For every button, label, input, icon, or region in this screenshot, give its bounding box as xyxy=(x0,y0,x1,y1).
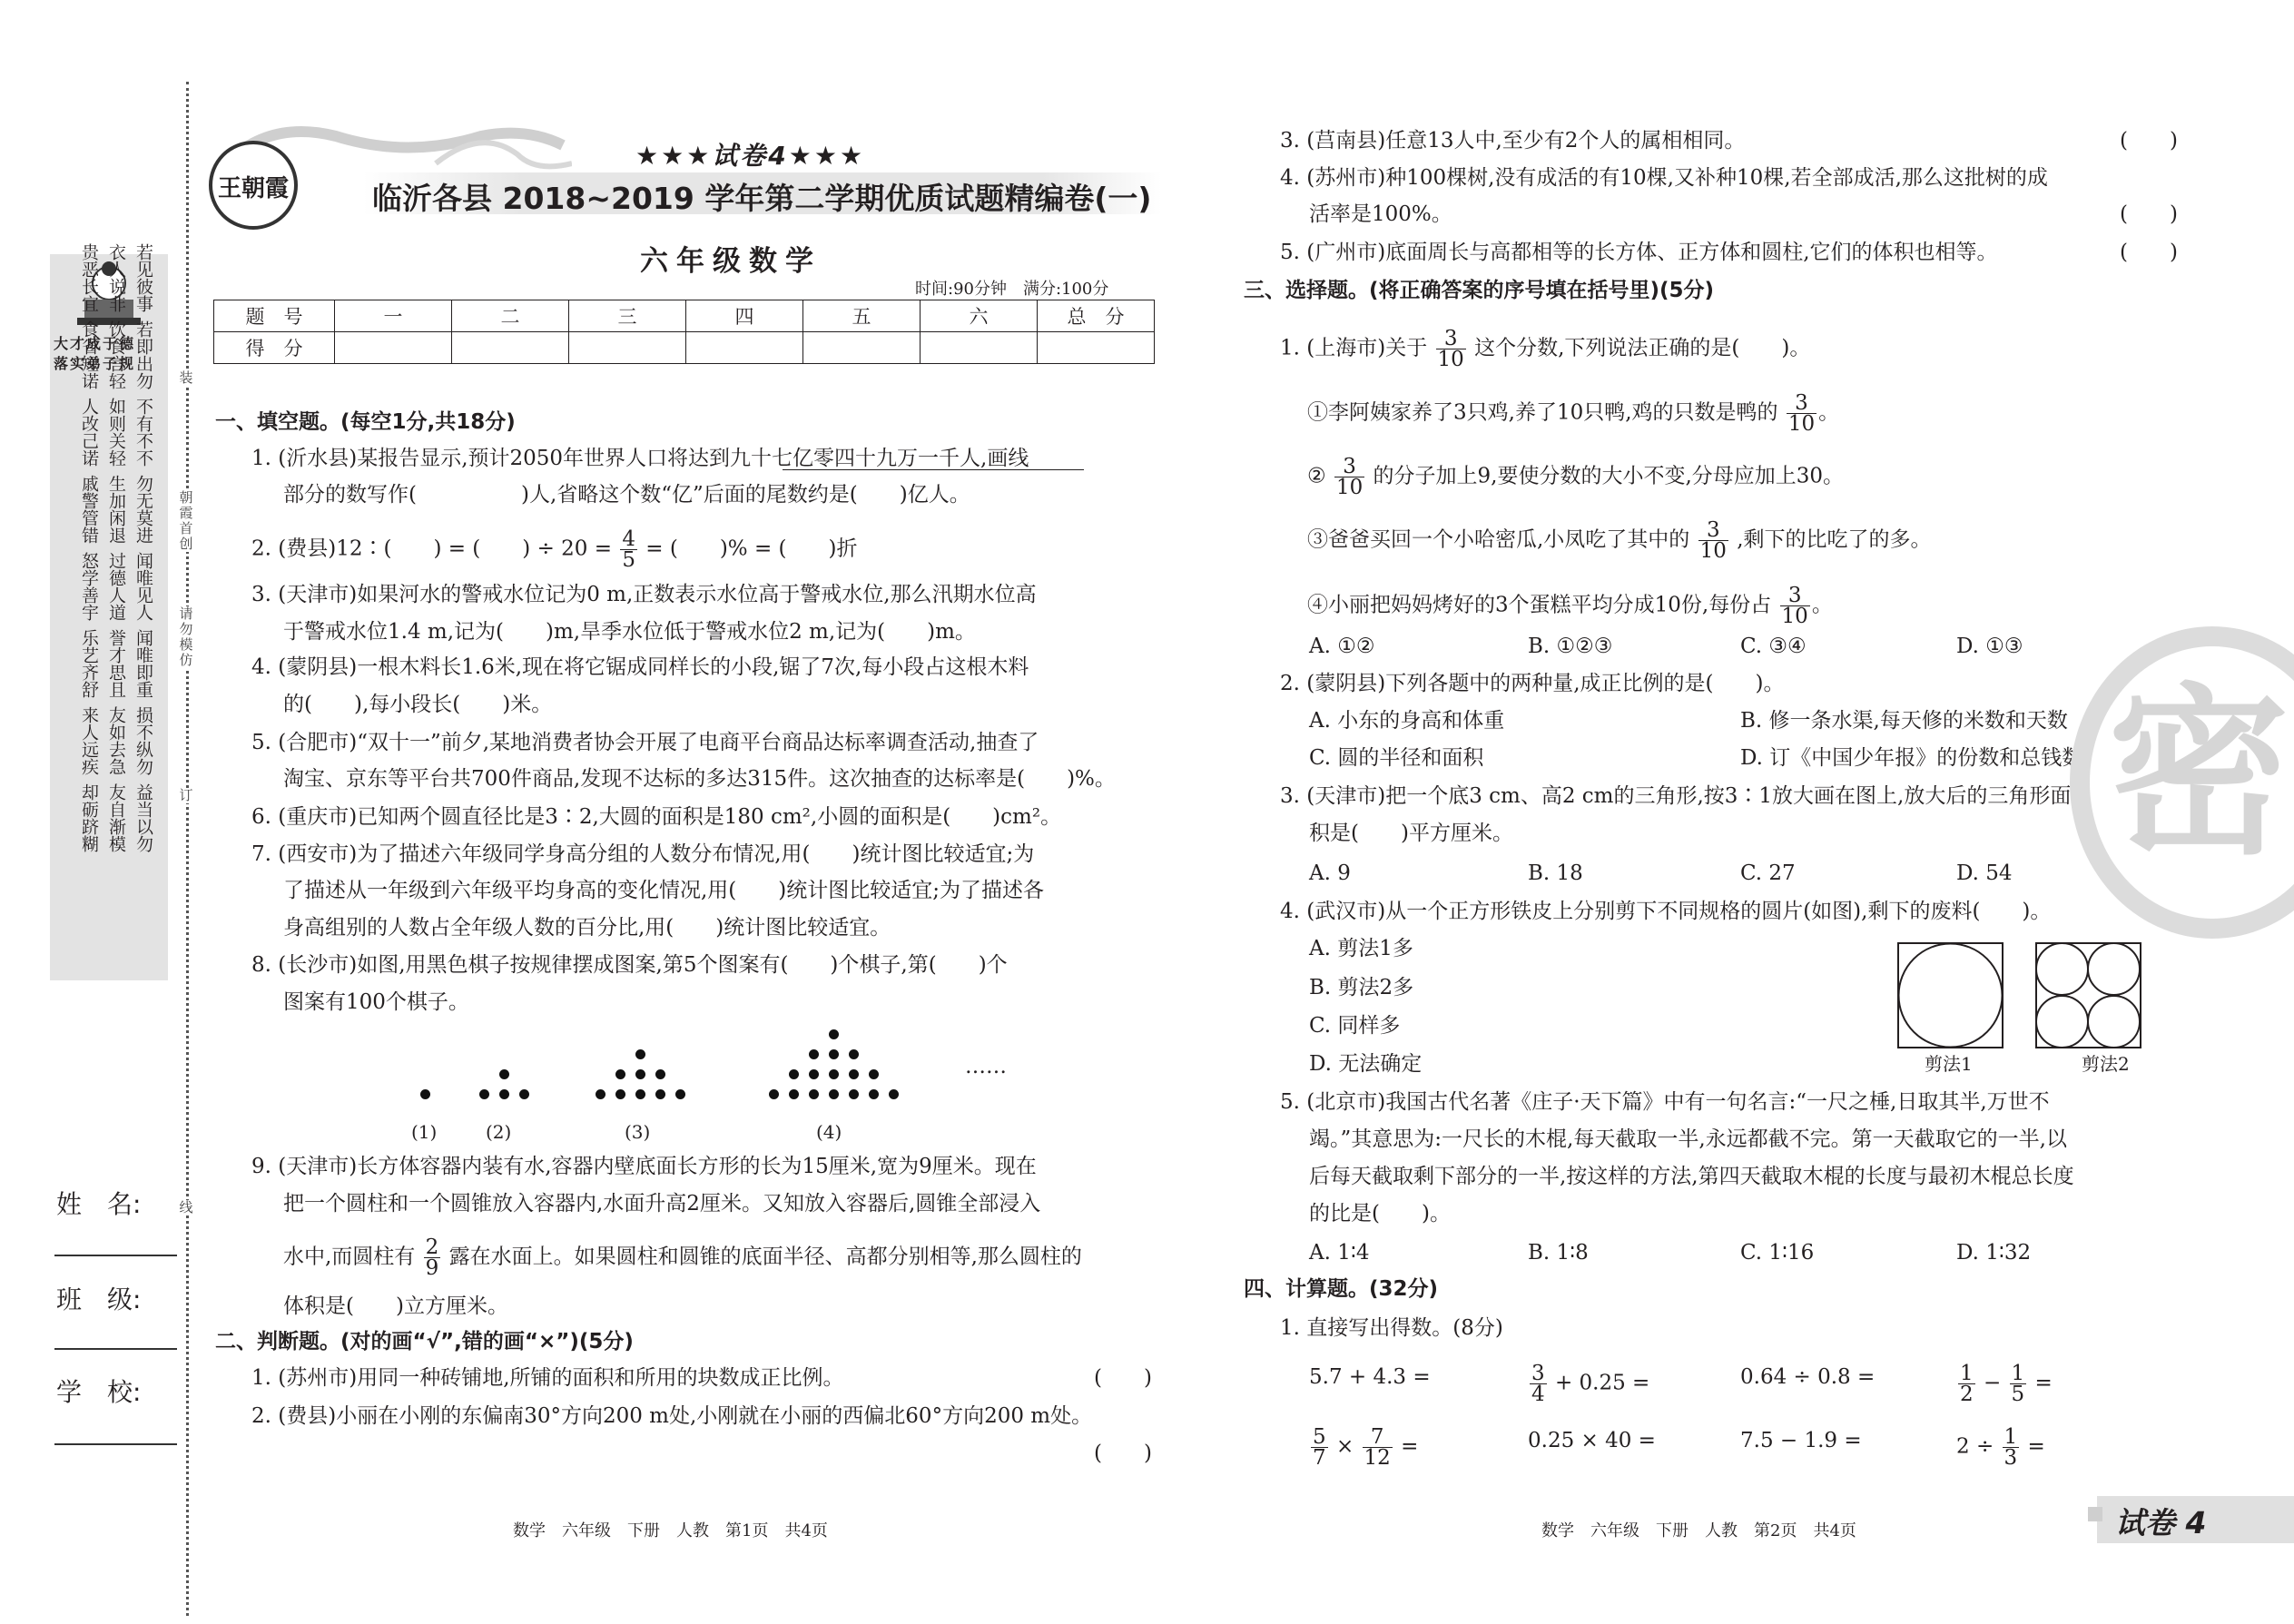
section-true-false: 二、判断题。(对的画“√”,错的画“×”)(5分) xyxy=(215,1330,634,1353)
name-label: 姓 名: xyxy=(56,1189,142,1219)
q6-line[interactable]: 6. (重庆市)已知两个圆直径比是3∶2,大圆的面积是180 cm²,小圆的面积是( )cm²。 xyxy=(251,805,1062,829)
chess-piece-dot xyxy=(420,1089,430,1099)
maxim-column: 闻唯见人 xyxy=(133,552,153,621)
pattern-label-4: (4) xyxy=(816,1121,842,1143)
chess-piece-dot xyxy=(789,1089,799,1099)
class-label: 班 级: xyxy=(56,1284,142,1314)
judge-2-answer[interactable]: ( ) xyxy=(1094,1442,1152,1465)
judge-5: 5. (广州市)底面周长与高都相等的长方体、正方体和圆柱,它们的体积也相等。 xyxy=(1280,241,1998,264)
score-header-cell: 一 xyxy=(335,300,452,332)
brand-logo: 王朝霞 xyxy=(209,141,298,230)
cut-method-1-label: 剪法1 xyxy=(1925,1053,1973,1075)
subject-title: 六年级数学 xyxy=(640,245,822,278)
score-table xyxy=(213,300,1155,364)
chess-piece-dot xyxy=(809,1049,819,1059)
q5-line1: 5. (合肥市)“双十一”前夕,某地消费者协会开展了电商平台商品达标率调查活动,抽查了 xyxy=(251,731,1039,754)
maxim-column: 生加闲退 xyxy=(106,475,126,544)
choice-2-D[interactable]: D. 订《中国少年报》的份数和总钱数 xyxy=(1740,746,2083,770)
cutting-method-figure xyxy=(1893,940,2147,1053)
chess-piece-dot xyxy=(869,1089,879,1099)
q9-line1: 9. (天津市)长方体容器内装有水,容器内壁底面长方形的长为15厘米,宽为9厘米。现在 xyxy=(251,1155,1037,1178)
chess-piece-dot xyxy=(615,1069,625,1079)
maxims-strip xyxy=(50,243,168,980)
chess-piece-dot xyxy=(789,1069,799,1079)
cut-line xyxy=(186,82,189,1616)
score-input-cell[interactable] xyxy=(452,332,569,364)
cut-label: 线 xyxy=(176,1200,196,1216)
corner-square xyxy=(2088,1507,2102,1521)
calc-8[interactable]: 2 ÷ $\frac{1}{3}$ = xyxy=(1956,1425,2045,1470)
choice-4-C[interactable]: C. 同样多 xyxy=(1309,1014,1401,1038)
choice-1-option-2: ② $\frac{3}{10}$ 的分子加上9,要使分数的大小不变,分母应加上30。 xyxy=(1307,455,1845,499)
choice-5-line2: 竭。”其意思为:一尺长的木棍,每天截取一半,永远都截不完。第一天截取它的一半,以 xyxy=(1309,1127,2067,1151)
q8-line2: 图案有100个棋子。 xyxy=(283,990,469,1014)
maxim-column: 不有不不 xyxy=(133,398,153,467)
chess-piece-dot xyxy=(829,1029,839,1039)
choice-5-D[interactable]: D. 1∶32 xyxy=(1956,1241,2032,1265)
choice-5-line3: 后每天截取剩下部分的一半,按这样的方法,第四天截取木棍的长度与最初木棍总长度 xyxy=(1309,1165,2074,1188)
choice-1-option-1: ①李阿姨家养了3只鸡,养了10只鸭,鸡的只数是鸭的 $\frac{3}{10}$ 。 xyxy=(1307,391,1840,436)
chess-piece-dot xyxy=(829,1049,839,1059)
chess-piece-dot xyxy=(849,1049,859,1059)
maxim-column: 贵恶长宜 xyxy=(79,243,99,312)
cut-label: 朝霞首创 xyxy=(176,490,196,552)
maxim-column: 过德人道 xyxy=(106,552,126,621)
maxim-column: 友如去急 xyxy=(106,706,126,775)
exam-series-label: ★★★试卷4★★★ xyxy=(635,141,866,171)
maxim-column: 如则关轻 xyxy=(106,398,126,467)
chess-piece-dot xyxy=(479,1089,489,1099)
maxim-column: 怒学善宇 xyxy=(79,552,99,621)
calc-3[interactable]: 0.64 ÷ 0.8 = xyxy=(1740,1365,1876,1389)
choice-1-D[interactable]: D. ①③ xyxy=(1956,635,2023,658)
chess-piece-dot xyxy=(809,1089,819,1099)
q4-line2[interactable]: 的( ),每小段长( )米。 xyxy=(283,693,553,716)
score-input-cell[interactable] xyxy=(686,332,803,364)
time-info: 时间:90分钟 满分:100分 xyxy=(915,280,1109,299)
cut-method-2-label: 剪法2 xyxy=(2082,1053,2130,1075)
q1-underline xyxy=(783,469,1084,470)
maxim-column: 若见彼事 xyxy=(133,243,153,312)
choice-4-B[interactable]: B. 剪法2多 xyxy=(1309,976,1414,999)
chess-piece-dot xyxy=(849,1069,859,1079)
judge-5-answer[interactable]: ( ) xyxy=(2120,241,2178,264)
section-fill-blank: 一、填空题。(每空1分,共18分) xyxy=(215,410,516,434)
section-calculation: 四、计算题。(32分) xyxy=(1244,1277,1439,1301)
maxim-column: 勿无莫进 xyxy=(133,475,153,544)
score-header-cell: 题 号 xyxy=(214,300,335,332)
chess-piece-dot xyxy=(635,1049,645,1059)
q1-line2[interactable]: 部分的数写作( )人,省略这个数“亿”后面的尾数约是( )亿人。 xyxy=(283,483,970,507)
choice-4-D[interactable]: D. 无法确定 xyxy=(1309,1052,1423,1076)
q5-line2[interactable]: 淘宝、京东等平台共700件商品,发现不达标的多达315件。这次抽查的达标率是( )%。 xyxy=(283,767,1116,791)
secret-seal-watermark: 密 xyxy=(2070,626,2294,939)
q9-line2: 把一个圆柱和一个圆锥放入容器内,水面升高2厘米。又知放入容器后,圆锥全部浸入 xyxy=(283,1192,1041,1216)
fraction-2-9: $\frac{2}{9}$ xyxy=(425,1235,439,1280)
chess-piece-dot xyxy=(675,1089,685,1099)
calc-title: 1. 直接写出得数。(8分) xyxy=(1280,1316,1503,1340)
motto: 大才成于德 xyxy=(54,335,136,352)
q3-line1: 3. (天津市)如果河水的警戒水位记为0 m,正数表示水位高于警戒水位,那么汛期水位高 xyxy=(251,583,1037,606)
calc-6[interactable]: 0.25 × 40 = xyxy=(1528,1429,1656,1452)
choice-1-B[interactable]: B. ①②③ xyxy=(1528,635,1613,658)
chess-piece-dot xyxy=(596,1089,605,1099)
q1-line1: 1. (沂水县)某报告显示,预计2050年世界人口将达到九十七亿零四十九万一千人,画线 xyxy=(251,447,1029,470)
class-line[interactable] xyxy=(54,1348,177,1350)
choice-2[interactable]: 2. (蒙阴县)下列各题中的两种量,成正比例的是( )。 xyxy=(1280,672,1785,695)
choice-4-A[interactable]: A. 剪法1多 xyxy=(1309,937,1413,960)
score-input-cell[interactable] xyxy=(921,332,1038,364)
judge-3-answer[interactable]: ( ) xyxy=(2120,129,2178,153)
choice-4[interactable]: 4. (武汉市)从一个正方形铁皮上分别剪下不同规格的圆片(如图),剩下的废料( )。 xyxy=(1280,900,2052,923)
choice-1-option-3: ③爸爸买回一个小哈密瓜,小凤吃了其中的 $\frac{3}{10}$ ,剩下的比吃了的多。 xyxy=(1307,518,1932,563)
choice-2-B[interactable]: B. 修一条水渠,每天修的米数和天数 xyxy=(1740,709,2068,733)
score-header-row xyxy=(214,300,1155,332)
q4-line1: 4. (蒙阴县)一根木料长1.6米,现在将它锯成同样长的小段,锯了7次,每小段占这根木料 xyxy=(251,655,1029,679)
school-line[interactable] xyxy=(54,1443,177,1445)
chess-piece-dot xyxy=(869,1069,879,1079)
maxim-column: 若即出勿 xyxy=(133,320,153,389)
chess-piece-dot xyxy=(655,1069,665,1079)
choice-3-A[interactable]: A. 9 xyxy=(1309,861,1351,885)
name-line[interactable] xyxy=(54,1255,177,1256)
choice-3-B[interactable]: B. 18 xyxy=(1528,861,1583,885)
choice-5-A[interactable]: A. 1∶4 xyxy=(1309,1241,1370,1265)
chess-piece-dot xyxy=(499,1089,509,1099)
score-header-cell: 四 xyxy=(686,300,803,332)
choice-5-B[interactable]: B. 1∶8 xyxy=(1528,1241,1589,1265)
chess-piece-dot xyxy=(635,1089,645,1099)
judge-3: 3. (莒南县)任意13人中,至少有2个人的属相相同。 xyxy=(1280,129,1746,153)
calc-4[interactable]: $\frac{1}{2}$ − $\frac{1}{5}$ = xyxy=(1960,1362,2053,1406)
left-page-footer: 数学 六年级 下册 人教 第1页 共4页 xyxy=(513,1521,828,1540)
chess-piece-dot xyxy=(889,1089,899,1099)
pattern-label-3: (3) xyxy=(625,1121,651,1143)
choice-1[interactable]: 1. (上海市)关于 $\frac{3}{10}$ 这个分数,下列说法正确的是( )。 xyxy=(1280,327,1811,371)
judge-2: 2. (费县)小丽在小刚的东偏南30°方向200 m处,小刚就在小丽的西偏北60°方向200 m处。 xyxy=(251,1404,1093,1428)
score-header-cell: 总 分 xyxy=(1038,300,1155,332)
choice-2-C[interactable]: C. 圆的半径和面积 xyxy=(1309,746,1484,770)
q3-line2[interactable]: 于警戒水位1.4 m,记为( )m,旱季水位低于警戒水位2 m,记为( )m。 xyxy=(283,620,976,644)
fraction-3-10: $\frac{3}{10}$ xyxy=(1437,327,1464,371)
pattern-ellipsis: …… xyxy=(965,1055,1007,1078)
score-value-row xyxy=(214,332,1155,364)
q7-line3[interactable]: 身高组别的人数占全年级人数的百分比,用( )统计图比较适宜。 xyxy=(283,916,891,940)
score-input-cell[interactable] xyxy=(1038,332,1155,364)
choice-5-line1: 5. (北京市)我国古代名著《庄子·天下篇》中有一句名言:“一尺之棰,日取其半,万世不 xyxy=(1280,1090,2050,1114)
score-header-cell: 三 xyxy=(569,300,686,332)
score-header-cell: 六 xyxy=(921,300,1038,332)
judge-4-line2: 活率是100%。 xyxy=(1309,202,1452,226)
chess-piece-dot xyxy=(635,1069,645,1079)
chess-piece-dot xyxy=(829,1089,839,1099)
score-header-cell: 五 xyxy=(803,300,921,332)
score-input-cell[interactable] xyxy=(335,332,452,364)
motto-2: 落实弟子规 xyxy=(54,355,136,372)
choice-2-A[interactable]: A. 小东的身高和体重 xyxy=(1309,709,1505,733)
cut-label: 请勿模仿 xyxy=(176,606,196,668)
choice-1-A[interactable]: A. ①② xyxy=(1309,635,1375,658)
calc-1[interactable]: 5.7 + 4.3 = xyxy=(1309,1365,1431,1389)
q7-line1[interactable]: 7. (西安市)为了描述六年级同学身高分组的人数分布情况,用( )统计图比较适宜;为 xyxy=(251,842,1035,866)
judge-1: 1. (苏州市)用同一种砖铺地,所铺的面积和所用的块数成正比例。 xyxy=(251,1366,844,1390)
maxim-column: 衣人说非 xyxy=(106,243,126,312)
fraction-4-5: $\frac{4}{5}$ xyxy=(622,527,635,572)
section-choice: 三、选择题。(将正确答案的序号填在括号里)(5分) xyxy=(1244,279,1715,302)
choice-3-line1: 3. (天津市)把一个底3 cm、高2 cm的三角形,按3∶1放大画在图上,放大后的三角形面 xyxy=(1280,784,2072,808)
score-input-cell[interactable] xyxy=(569,332,686,364)
judge-4-answer[interactable]: ( ) xyxy=(2120,202,2178,226)
calc-2[interactable]: $\frac{3}{4}$ + 0.25 = xyxy=(1531,1362,1650,1406)
school-label: 学 校: xyxy=(56,1377,142,1407)
cut-label: 装 xyxy=(176,370,196,386)
chess-piece-dot xyxy=(655,1089,665,1099)
maxim-column: 戚警管错 xyxy=(79,475,99,544)
maxim-column: 却砺跻糊 xyxy=(79,783,99,852)
choice-1-option-4: ④小丽把妈妈烤好的3个蛋糕平均分成10份,每份占 $\frac{3}{10}$ 。 xyxy=(1307,584,1833,628)
q7-line2[interactable]: 了描述从一年级到六年级平均身高的变化情况,用( )统计图比较适宜;为了描述各 xyxy=(283,879,1045,902)
chess-piece-dot xyxy=(849,1089,859,1099)
q9-line4[interactable]: 体积是( )立方厘米。 xyxy=(283,1294,508,1318)
pattern-label-2: (2) xyxy=(486,1121,512,1143)
exam-corner-label: 试卷 4 xyxy=(2115,1505,2207,1540)
choice-3-line2[interactable]: 积是( )平方厘米。 xyxy=(1309,822,1513,845)
maxim-column: 益当以勿 xyxy=(133,783,153,852)
score-header-cell: 二 xyxy=(452,300,569,332)
chess-piece-dot xyxy=(519,1089,529,1099)
choice-3-C[interactable]: C. 27 xyxy=(1740,861,1796,885)
calc-7[interactable]: 7.5 − 1.9 = xyxy=(1740,1429,1862,1452)
maxim-column: 损不纵勿 xyxy=(133,706,153,775)
judge-1-answer[interactable]: ( ) xyxy=(1094,1366,1152,1390)
maxim-column: 来人远疾 xyxy=(79,706,99,775)
score-label-cell: 得 分 xyxy=(214,332,335,364)
q2-line[interactable]: 2. (费县)12∶( ) = ( ) ÷ 20 = $\frac{4}{5}$ = ( )% = ( )折 xyxy=(251,527,858,572)
choice-5-line4[interactable]: 的比是( )。 xyxy=(1309,1202,1451,1225)
right-page-footer: 数学 六年级 下册 人教 第2页 共4页 xyxy=(1541,1521,1856,1540)
choice-3-D[interactable]: D. 54 xyxy=(1956,861,2013,885)
chess-piece-dot xyxy=(809,1069,819,1079)
chess-piece-dot xyxy=(615,1089,625,1099)
choice-5-C[interactable]: C. 1∶16 xyxy=(1740,1241,1815,1265)
calc-5[interactable]: $\frac{5}{7}$ × $\frac{7}{12}$ = xyxy=(1313,1425,1419,1470)
maxim-column: 誉才思且 xyxy=(106,629,126,698)
q9-line3: 水中,而圆柱有 $\frac{2}{9}$ 露在水面上。如果圆柱和圆锥的底面半径、高都分别相等,那么圆柱的 xyxy=(283,1235,1082,1280)
maxim-column: 闻唯即重 xyxy=(133,629,153,698)
cut-label: 订 xyxy=(176,788,196,803)
chess-piece-dot xyxy=(829,1069,839,1079)
pattern-label-1: (1) xyxy=(411,1121,438,1143)
chess-piece-dot xyxy=(769,1089,779,1099)
chess-piece-dot xyxy=(499,1069,509,1079)
maxim-column: 人改己诺 xyxy=(79,398,99,467)
q8-line1[interactable]: 8. (长沙市)如图,用黑色棋子按规律摆成图案,第5个图案有( )个棋子,第( )个 xyxy=(251,953,1008,977)
maxim-column: 乐艺齐舒 xyxy=(79,629,99,698)
judge-4-line1: 4. (苏州市)种100棵树,没有成活的有10棵,又补种10棵,若全部成活,那么这批树的成 xyxy=(1280,166,2048,190)
score-input-cell[interactable] xyxy=(803,332,921,364)
maxim-column: 饮食言轻 xyxy=(106,320,126,389)
choice-1-C[interactable]: C. ③④ xyxy=(1740,635,1807,658)
maxim-column: 食省短诺 xyxy=(79,320,99,389)
maxim-column: 友自渐模 xyxy=(106,783,126,852)
page-title: 临沂各县 2018~2019 学年第二学期优质试题精编卷(一) xyxy=(372,181,1152,216)
